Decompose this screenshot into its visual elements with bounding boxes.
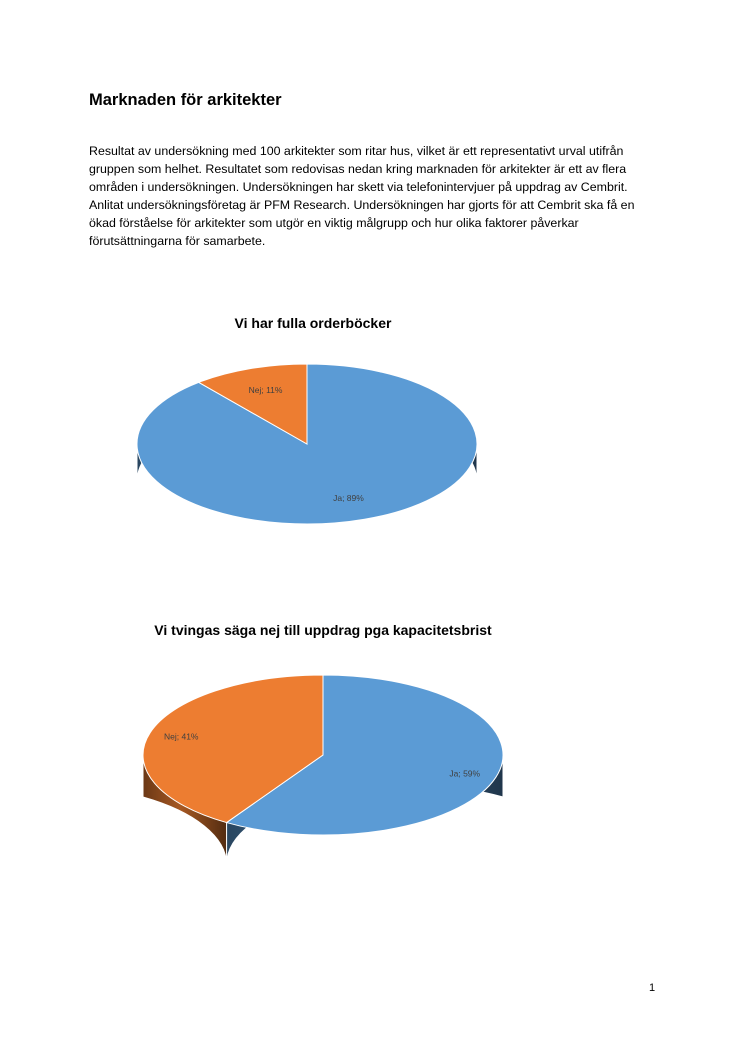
pie-chart-full-order-books xyxy=(0,355,746,570)
page-title: Marknaden för arkitekter xyxy=(89,91,282,109)
pie-chart-capacity-shortage xyxy=(0,665,746,895)
chart-title-capacity-shortage: Vi tvingas säga nej till uppdrag pga kapacitetsbrist xyxy=(154,622,492,638)
slice-label-ja: Ja; 59% xyxy=(449,768,481,779)
intro-paragraph: Resultat av undersökning med 100 arkitekter som ritar hus, vilket är ett representativt urval utifrån gruppen som helhet. Resultatet som redovisas nedan kring marknaden för arkitekter är ett av flera områden i undersökningen. Undersökningen har skett via telefonintervjuer på uppdrag av Cembrit. Anlitat undersökningsföretag är PFM Research. Undersökningen har gjorts för att Cembrit ska få en ökad förståelse för arkitekter som utgör en viktig målgrupp och hur olika faktorer påverkar förutsättningarna för samarbete. xyxy=(89,144,635,248)
chart-title-full-order-books: Vi har fulla orderböcker xyxy=(234,315,392,331)
slice-label-nej: Nej; 41% xyxy=(164,731,199,742)
slice-label-nej: Nej; 11% xyxy=(248,384,283,395)
page-number: 1 xyxy=(649,982,656,994)
slice-label-ja: Ja; 89% xyxy=(333,493,364,504)
